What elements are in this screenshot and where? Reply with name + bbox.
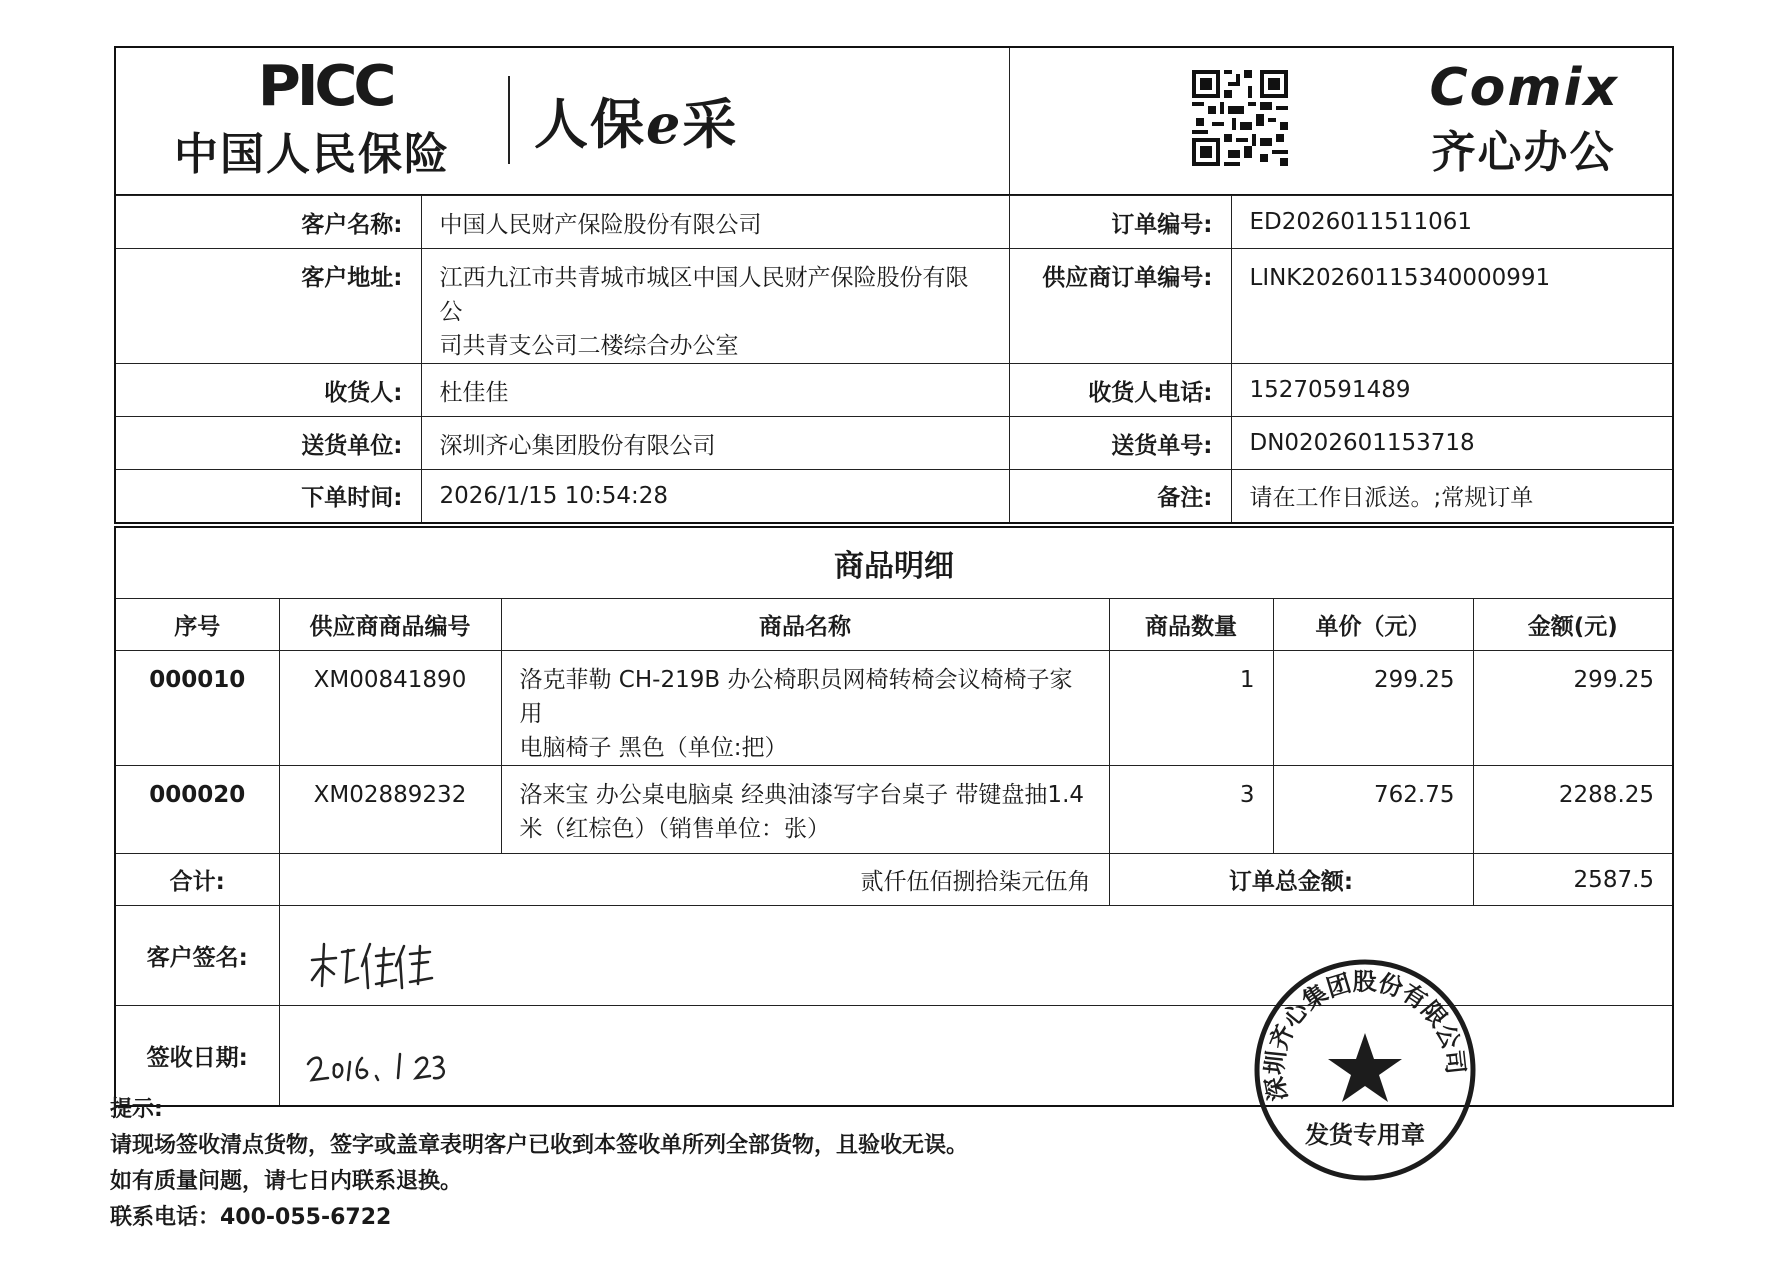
delivery-company-value: 深圳齐心集团股份有限公司 [421,417,1009,470]
total-in-words: 贰仟伍佰捌拾柒元伍角 [279,854,1109,906]
row-sku: XM02889232 [279,766,501,854]
order-info-table [114,195,1674,524]
header-logo-table [114,46,1674,196]
supplier-order-no-value: LINK20260115340000991 [1231,249,1673,364]
receiver-value: 杜佳佳 [421,364,1009,417]
delivery-no-label: 送货单号: [1009,417,1231,470]
header-left-cell [115,47,1009,195]
row-seq: 000010 [115,651,279,766]
table-row [115,766,1673,854]
col-header-qty: 商品数量 [1109,599,1273,651]
signature-label: 客户签名: [115,906,279,1006]
notes-line: 如有质量问题，请七日内联系退换。 [110,1169,463,1194]
order-total-value: 2587.5 [1473,854,1673,906]
order-no-value: ED2026011511061 [1231,196,1673,249]
row-unit-price: 299.25 [1273,651,1473,766]
renbao-ecai-logo: 人保e采 [534,92,739,156]
delivery-no-value: DN0202601153718 [1231,417,1673,470]
total-label: 合计: [115,854,279,906]
row-qty: 1 [1109,651,1273,766]
col-header-seq: 序号 [115,599,279,651]
row-qty: 3 [1109,766,1273,854]
order-total-label: 订单总金额: [1109,854,1473,906]
col-header-sku: 供应商商品编号 [279,599,501,651]
notes-title: 提示: [110,1097,163,1122]
handwritten-signature [306,936,446,996]
seal-purpose-text: 发货专用章 [1305,1121,1425,1149]
logo-divider [508,76,510,164]
goods-title: 商品明细 [115,527,1673,599]
col-header-name: 商品名称 [501,599,1109,651]
supplier-order-no-label: 供应商订单编号: [1009,249,1231,364]
company-seal-stamp [1250,955,1480,1185]
picc-logo: PICC [257,54,393,119]
customer-name-label: 客户名称: [115,196,421,249]
customer-address-label: 客户地址: [115,249,421,364]
customer-name-value: 中国人民财产保险股份有限公司 [421,196,1009,249]
receiver-label: 收货人: [115,364,421,417]
seal-company-text: 深圳齐心集团股份有限公司 [1260,967,1470,1104]
row-unit-price: 762.75 [1273,766,1473,854]
customer-address-value: 江西九江市共青城市城区中国人民财产保险股份有限公 司共青支公司二楼综合办公室 [421,249,1009,364]
row-amount: 2288.25 [1473,766,1673,854]
row-sku: XM00841890 [279,651,501,766]
row-name: 洛克菲勒 CH-219B 办公椅职员网椅转椅会议椅椅子家用 电脑椅子 黑色（单位:把） [501,651,1109,766]
sign-date-label: 签收日期: [115,1006,279,1106]
comix-logo: Comix [1429,58,1619,118]
comix-cn-name: 齐心办公 [1431,127,1616,178]
receiver-phone-value: 15270591489 [1231,364,1673,417]
qr-code-icon [1192,70,1288,166]
order-no-label: 订单编号: [1009,196,1231,249]
notes-line: 请现场签收清点货物，签字或盖章表明客户已收到本签收单所列全部货物，且验收无误。 [110,1133,969,1158]
delivery-company-label: 送货单位: [115,417,421,470]
table-row [115,651,1673,766]
remark-value: 请在工作日派送。;常规订单 [1231,470,1673,523]
notes-section [110,1092,968,1236]
picc-cn-name: 中国人民保险 [174,129,450,180]
row-seq: 000020 [115,766,279,854]
receiver-phone-label: 收货人电话: [1009,364,1231,417]
row-amount: 299.25 [1473,651,1673,766]
contact-phone: 联系电话：400-055-6722 [110,1205,392,1230]
handwritten-date [304,1034,454,1094]
row-name: 洛来宝 办公桌电脑桌 经典油漆写字台桌子 带键盘抽1.4 米（红棕色）（销售单位：张） [501,766,1109,854]
order-time-value: 2026/1/15 10:54:28 [421,470,1009,523]
order-time-label: 下单时间: [115,470,421,523]
remark-label: 备注: [1009,470,1231,523]
col-header-unit-price: 单价（元） [1273,599,1473,651]
seal-star-icon [1328,1033,1402,1102]
col-header-amount: 金额(元) [1473,599,1673,651]
header-right-cell [1009,47,1673,195]
